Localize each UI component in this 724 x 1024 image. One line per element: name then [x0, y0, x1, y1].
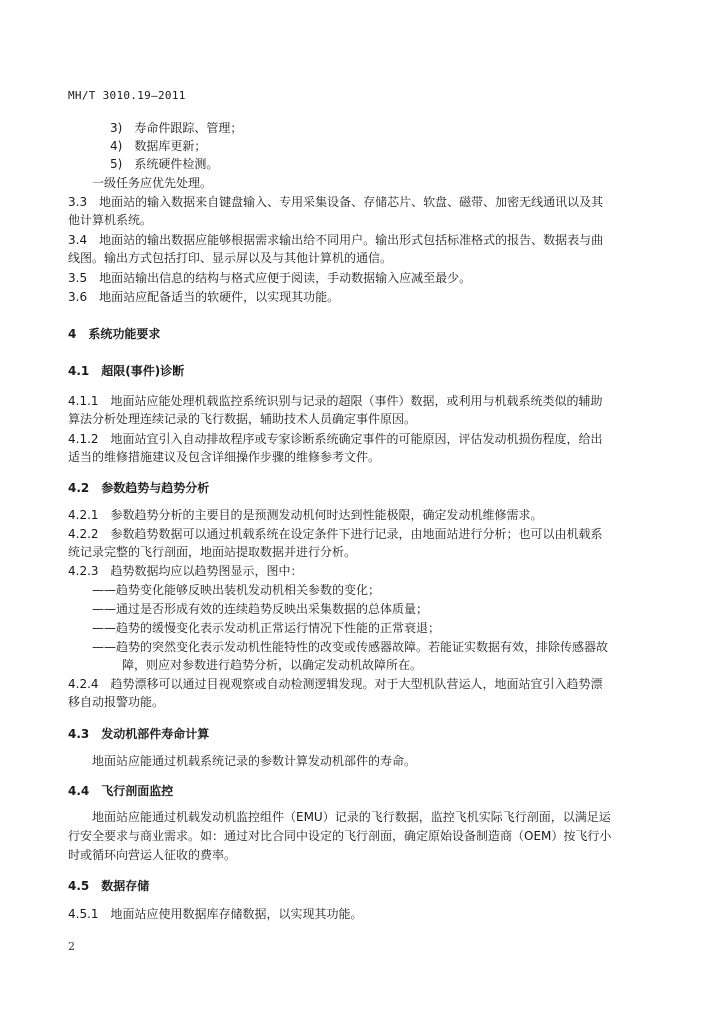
- clause-4-5-1: 4.5.1 地面站应使用数据库存储数据，以实现其功能。: [68, 907, 363, 921]
- section-4-4-heading: 4.4 飞行剖面监控: [68, 784, 174, 798]
- dash-item-2: ——通过是否形成有效的连续趋势反映出采集数据的总体质量；: [92, 602, 429, 616]
- section-4-3-heading: 4.3 发动机部件寿命计算: [68, 727, 210, 741]
- clause-3-4-line-2: 线图。输出方式包括打印、显示屏以及与其他计算机的通信。: [68, 251, 393, 265]
- clause-4-1-2-line-2: 适当的维修措施建议及包含详细操作步骤的维修参考文件。: [68, 450, 381, 464]
- dash-item-4-line-2: 障，则应对参数进行趋势分析，以确定发动机故障所在。: [122, 658, 423, 672]
- section-4-1-heading: 4.1 超限(事件)诊断: [68, 364, 185, 378]
- clause-4-1-1-line-2: 算法分析处理连续记录的飞行数据，辅助技术人员确定事件原因。: [68, 412, 417, 426]
- clause-4-2-3: 4.2.3 趋势数据均应以趋势图显示，图中：: [68, 564, 303, 578]
- section-4-5-heading: 4.5 数据存储: [68, 879, 150, 893]
- section-4-4-line-1: 地面站应能通过机载发动机监控组件（EMU）记录的飞行数据，监控飞机实际飞行剖面，以满足运: [92, 810, 611, 824]
- section-4-4-line-2: 行安全要求与商业需求。如：通过对比合同中设定的飞行剖面，确定原始设备制造商（OEM）按飞行小: [68, 829, 612, 843]
- page-number: 2: [68, 940, 75, 953]
- clause-4-2-1: 4.2.1 参数趋势分析的主要目的是预测发动机何时达到性能极限，确定发动机维修需求。: [68, 508, 543, 522]
- clause-4-2-2-line-2: 统记录完整的飞行剖面，地面站提取数据并进行分析。: [68, 545, 357, 559]
- clause-4-2-2-line-1: 4.2.2 参数趋势数据可以通过机载系统在设定条件下进行记录，由地面站进行分析；也可以由机载系: [68, 527, 603, 541]
- section-4-heading: 4 系统功能要求: [68, 327, 161, 341]
- clause-4-2-4-line-2: 移自动报警功能。: [68, 695, 165, 709]
- clause-3-3-line-1: 3.3 地面站的输入数据来自键盘输入、专用采集设备、存储芯片、软盘、磁带、加密无线通讯以及其: [68, 195, 604, 209]
- list-item-3: 3) 寿命件跟踪、管理；: [110, 121, 243, 135]
- dash-item-3: ——趋势的缓慢变化表示发动机正常运行情况下性能的正常衰退；: [92, 621, 441, 635]
- standard-code-header: MH/T 3010.19—2011: [68, 89, 186, 102]
- clause-4-2-4-line-1: 4.2.4 趋势漂移可以通过目视观察或自动检测逻辑发现。对于大型机队营运人，地面站宜引入趋势漂: [68, 677, 603, 691]
- clause-3-3-line-2: 他计算机系统。: [68, 213, 153, 227]
- clause-4-1-2-line-1: 4.1.2 地面站宜引入自动排故程序或专家诊断系统确定事件的可能原因，评估发动机损伤程度，给出: [68, 432, 603, 446]
- list-item-4: 4) 数据库更新；: [110, 139, 207, 153]
- section-4-4-line-3: 时或循环向营运人征收的费率。: [68, 848, 237, 862]
- clause-3-5: 3.5 地面站输出信息的结构与格式应便于阅读，手动数据输入应减至最少。: [68, 271, 472, 285]
- section-4-2-heading: 4.2 参数趋势与趋势分析: [68, 481, 210, 495]
- clause-4-1-1-line-1: 4.1.1 地面站应能处理机载监控系统识别与记录的超限（事件）数据，或利用与机载系统类似的辅助: [68, 394, 603, 408]
- dash-item-4-line-1: ——趋势的突然变化表示发动机性能特性的改变或传感器故障。若能证实数据有效，排除传感器故: [92, 640, 609, 654]
- clause-3-6: 3.6 地面站应配备适当的软硬件，以实现其功能。: [68, 290, 340, 304]
- dash-item-1: ——趋势变化能够反映出装机发动机相关参数的变化；: [92, 583, 381, 597]
- section-4-3-paragraph: 地面站应能通过机载系统记录的参数计算发动机部件的寿命。: [92, 754, 417, 768]
- list-item-5: 5) 系统硬件检测。: [110, 157, 219, 171]
- clause-3-4-line-1: 3.4 地面站的输出数据应能够根据需求输出给不同用户。输出形式包括标准格式的报告、数据表与曲: [68, 233, 604, 247]
- priority-note: 一级任务应优先处理。: [92, 176, 213, 190]
